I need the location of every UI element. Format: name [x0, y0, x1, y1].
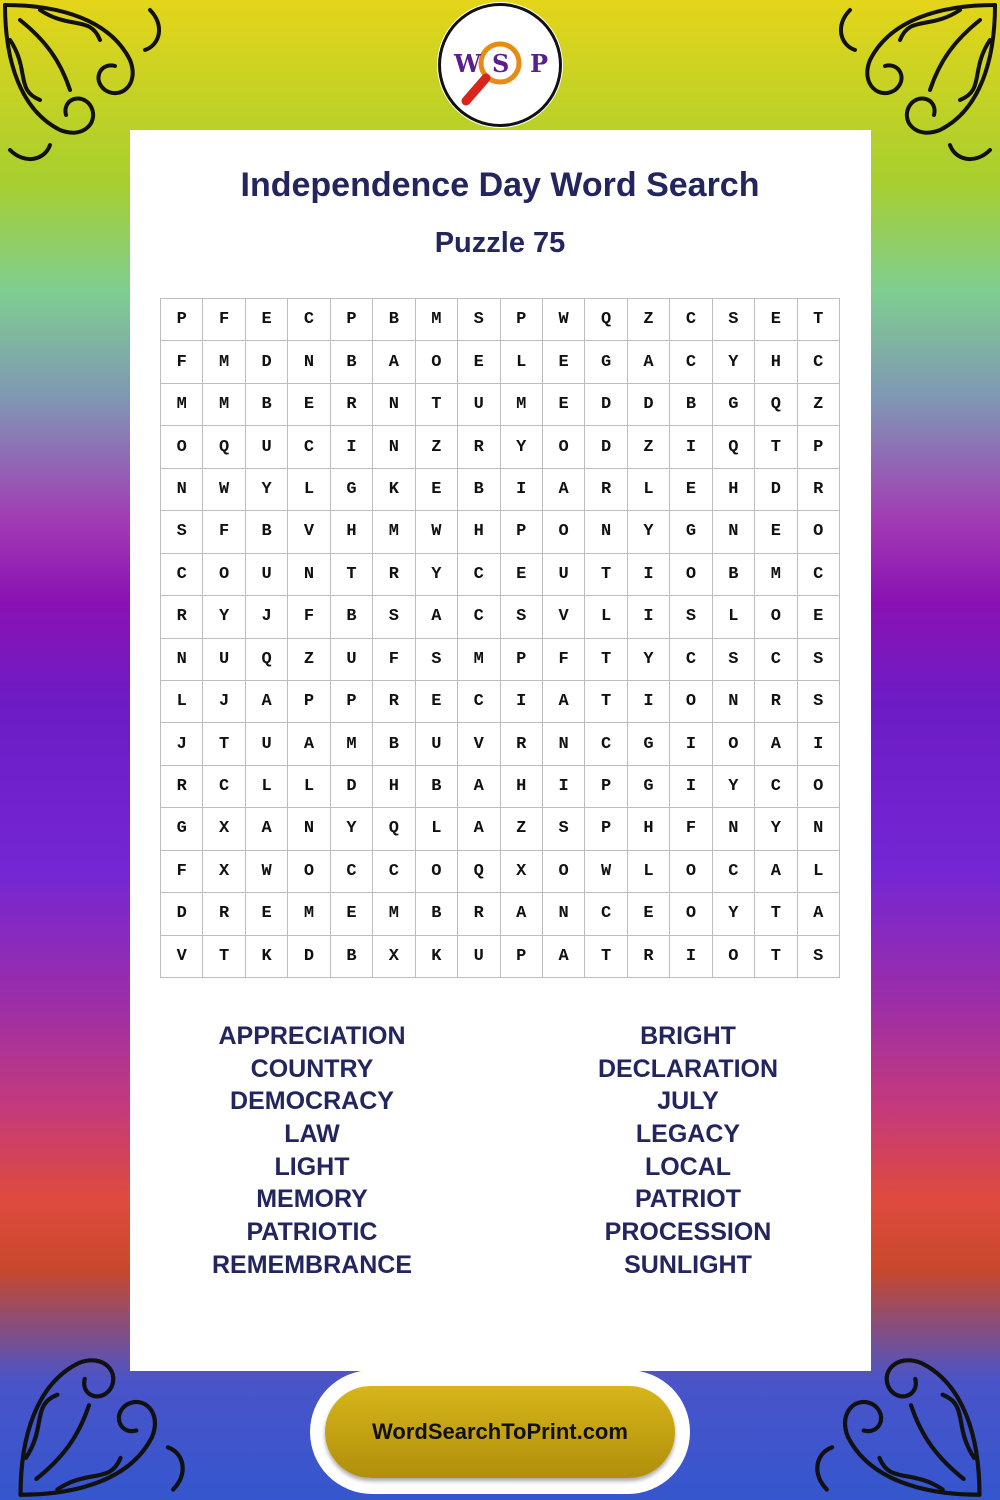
- grid-cell[interactable]: O: [543, 511, 585, 553]
- grid-cell[interactable]: R: [458, 426, 500, 468]
- grid-cell[interactable]: P: [288, 681, 330, 723]
- grid-cell[interactable]: O: [543, 426, 585, 468]
- grid-cell[interactable]: V: [543, 596, 585, 638]
- grid-cell[interactable]: E: [798, 596, 840, 638]
- grid-cell[interactable]: R: [203, 893, 245, 935]
- grid-cell[interactable]: E: [628, 893, 670, 935]
- grid-cell[interactable]: C: [288, 426, 330, 468]
- grid-cell[interactable]: T: [798, 299, 840, 341]
- grid-cell[interactable]: S: [416, 639, 458, 681]
- grid-cell[interactable]: R: [458, 893, 500, 935]
- grid-cell[interactable]: F: [543, 639, 585, 681]
- grid-cell[interactable]: B: [331, 596, 373, 638]
- grid-cell[interactable]: S: [543, 808, 585, 850]
- grid-cell[interactable]: J: [246, 596, 288, 638]
- grid-cell[interactable]: D: [288, 936, 330, 978]
- grid-cell[interactable]: E: [501, 554, 543, 596]
- grid-cell[interactable]: Q: [755, 384, 797, 426]
- grid-cell[interactable]: I: [798, 723, 840, 765]
- grid-cell[interactable]: C: [288, 299, 330, 341]
- grid-cell[interactable]: O: [203, 554, 245, 596]
- grid-cell[interactable]: C: [713, 851, 755, 893]
- grid-cell[interactable]: F: [203, 299, 245, 341]
- grid-cell[interactable]: I: [670, 426, 712, 468]
- word-list-item: LAW: [284, 1120, 340, 1149]
- grid-cell[interactable]: N: [713, 808, 755, 850]
- grid-cell[interactable]: F: [670, 808, 712, 850]
- grid-cell[interactable]: A: [755, 851, 797, 893]
- grid-cell[interactable]: Y: [713, 766, 755, 808]
- grid-cell[interactable]: E: [331, 893, 373, 935]
- grid-cell[interactable]: R: [373, 681, 415, 723]
- grid-cell[interactable]: T: [585, 936, 627, 978]
- grid-cell[interactable]: T: [585, 639, 627, 681]
- grid-cell[interactable]: S: [458, 299, 500, 341]
- grid-cell[interactable]: H: [628, 808, 670, 850]
- grid-cell[interactable]: B: [331, 341, 373, 383]
- grid-cell[interactable]: Z: [628, 426, 670, 468]
- grid-cell[interactable]: B: [416, 766, 458, 808]
- grid-cell[interactable]: U: [246, 723, 288, 765]
- grid-cell[interactable]: H: [331, 511, 373, 553]
- grid-cell[interactable]: A: [458, 766, 500, 808]
- word-list-item: PATRIOTIC: [246, 1218, 378, 1247]
- grid-cell[interactable]: I: [628, 681, 670, 723]
- grid-cell[interactable]: V: [161, 936, 203, 978]
- grid-cell[interactable]: P: [585, 808, 627, 850]
- grid-cell[interactable]: L: [713, 596, 755, 638]
- grid-cell[interactable]: L: [501, 341, 543, 383]
- grid-cell[interactable]: M: [203, 341, 245, 383]
- grid-cell[interactable]: U: [458, 936, 500, 978]
- grid-cell[interactable]: B: [373, 723, 415, 765]
- grid-cell[interactable]: G: [585, 341, 627, 383]
- word-list-item: BRIGHT: [640, 1022, 736, 1050]
- grid-cell[interactable]: A: [458, 808, 500, 850]
- grid-cell[interactable]: W: [246, 851, 288, 893]
- grid-cell[interactable]: A: [543, 936, 585, 978]
- grid-cell[interactable]: N: [161, 469, 203, 511]
- grid-cell[interactable]: G: [670, 511, 712, 553]
- grid-cell[interactable]: E: [416, 681, 458, 723]
- grid-cell[interactable]: E: [416, 469, 458, 511]
- grid-cell[interactable]: D: [246, 341, 288, 383]
- word-list-item: APPRECIATION: [218, 1022, 406, 1050]
- grid-cell[interactable]: Y: [628, 511, 670, 553]
- grid-cell[interactable]: K: [246, 936, 288, 978]
- grid-cell[interactable]: Q: [373, 808, 415, 850]
- grid-cell[interactable]: U: [203, 639, 245, 681]
- grid-cell[interactable]: Y: [628, 639, 670, 681]
- grid-cell[interactable]: W: [416, 511, 458, 553]
- grid-cell[interactable]: R: [585, 469, 627, 511]
- grid-cell[interactable]: Y: [713, 341, 755, 383]
- grid-cell[interactable]: F: [161, 341, 203, 383]
- grid-cell[interactable]: O: [288, 851, 330, 893]
- grid-cell[interactable]: I: [670, 766, 712, 808]
- grid-cell[interactable]: A: [246, 681, 288, 723]
- grid-cell[interactable]: R: [161, 766, 203, 808]
- word-list-item: DEMOCRACY: [230, 1087, 394, 1116]
- grid-cell[interactable]: B: [373, 299, 415, 341]
- grid-cell[interactable]: N: [288, 808, 330, 850]
- grid-cell[interactable]: J: [203, 681, 245, 723]
- word-list-left: [147, 1020, 477, 1282]
- grid-cell[interactable]: R: [161, 596, 203, 638]
- grid-cell[interactable]: H: [713, 469, 755, 511]
- grid-cell[interactable]: I: [670, 936, 712, 978]
- grid-cell[interactable]: T: [755, 936, 797, 978]
- logo-letter-w: W: [454, 49, 481, 78]
- grid-cell[interactable]: U: [416, 723, 458, 765]
- grid-cell[interactable]: E: [543, 341, 585, 383]
- wsp-logo[interactable]: [438, 3, 562, 127]
- puzzle-title: Independence Day Word Search: [240, 166, 760, 204]
- grid-cell[interactable]: X: [501, 851, 543, 893]
- grid-cell[interactable]: C: [670, 299, 712, 341]
- grid-cell[interactable]: A: [501, 893, 543, 935]
- grid-cell[interactable]: B: [331, 936, 373, 978]
- grid-cell[interactable]: M: [373, 511, 415, 553]
- grid-cell[interactable]: O: [416, 851, 458, 893]
- grid-cell[interactable]: O: [161, 426, 203, 468]
- grid-cell[interactable]: L: [161, 681, 203, 723]
- grid-cell[interactable]: N: [585, 511, 627, 553]
- grid-cell[interactable]: W: [585, 851, 627, 893]
- grid-cell[interactable]: Q: [203, 426, 245, 468]
- grid-cell[interactable]: E: [288, 384, 330, 426]
- grid-cell[interactable]: I: [543, 766, 585, 808]
- grid-cell[interactable]: L: [585, 596, 627, 638]
- word-list-item: JULY: [657, 1087, 719, 1116]
- word-list-item: MEMORY: [256, 1185, 368, 1214]
- grid-cell[interactable]: E: [755, 299, 797, 341]
- grid-cell[interactable]: F: [161, 851, 203, 893]
- grid-cell[interactable]: N: [288, 341, 330, 383]
- word-list-item: LIGHT: [274, 1152, 350, 1181]
- grid-cell[interactable]: C: [458, 554, 500, 596]
- word-list-item: PATRIOT: [634, 1185, 741, 1214]
- grid-cell[interactable]: S: [161, 511, 203, 553]
- word-list-item: DECLARATION: [597, 1054, 779, 1083]
- grid-cell[interactable]: X: [373, 936, 415, 978]
- grid-cell[interactable]: P: [501, 299, 543, 341]
- grid-cell[interactable]: M: [288, 893, 330, 935]
- grid-cell[interactable]: A: [543, 469, 585, 511]
- word-list-right: [523, 1020, 853, 1282]
- grid-cell[interactable]: A: [628, 341, 670, 383]
- grid-cell[interactable]: C: [585, 893, 627, 935]
- grid-cell[interactable]: P: [501, 639, 543, 681]
- grid-cell[interactable]: P: [331, 299, 373, 341]
- grid-cell[interactable]: Z: [628, 299, 670, 341]
- grid-cell[interactable]: C: [755, 766, 797, 808]
- grid-cell[interactable]: J: [161, 723, 203, 765]
- grid-cell[interactable]: S: [713, 639, 755, 681]
- grid-cell[interactable]: B: [246, 384, 288, 426]
- grid-cell[interactable]: H: [501, 766, 543, 808]
- grid-cell[interactable]: W: [203, 469, 245, 511]
- grid-cell[interactable]: R: [501, 723, 543, 765]
- grid-cell[interactable]: B: [458, 469, 500, 511]
- grid-cell[interactable]: Y: [713, 893, 755, 935]
- grid-cell[interactable]: I: [501, 469, 543, 511]
- grid-cell[interactable]: Z: [501, 808, 543, 850]
- logo-letter-p: P: [530, 49, 549, 78]
- grid-cell[interactable]: T: [203, 936, 245, 978]
- grid-cell[interactable]: P: [585, 766, 627, 808]
- grid-cell[interactable]: B: [670, 384, 712, 426]
- word-list-item: COUNTRY: [250, 1054, 374, 1083]
- grid-cell[interactable]: M: [458, 639, 500, 681]
- grid-cell[interactable]: B: [246, 511, 288, 553]
- grid-cell[interactable]: M: [161, 384, 203, 426]
- grid-cell[interactable]: Y: [203, 596, 245, 638]
- grid-cell[interactable]: D: [331, 766, 373, 808]
- grid-cell[interactable]: D: [628, 384, 670, 426]
- grid-cell[interactable]: U: [331, 639, 373, 681]
- grid-cell[interactable]: C: [798, 341, 840, 383]
- grid-cell[interactable]: N: [373, 384, 415, 426]
- grid-cell[interactable]: R: [798, 469, 840, 511]
- grid-cell[interactable]: O: [798, 511, 840, 553]
- grid-cell[interactable]: O: [670, 851, 712, 893]
- grid-cell[interactable]: C: [161, 554, 203, 596]
- grid-cell[interactable]: B: [416, 893, 458, 935]
- grid-cell[interactable]: S: [501, 596, 543, 638]
- grid-cell[interactable]: F: [203, 511, 245, 553]
- grid-cell[interactable]: D: [161, 893, 203, 935]
- grid-cell[interactable]: H: [373, 766, 415, 808]
- grid-cell[interactable]: Y: [755, 808, 797, 850]
- grid-cell[interactable]: K: [416, 936, 458, 978]
- grid-cell[interactable]: Y: [331, 808, 373, 850]
- grid-cell[interactable]: I: [628, 554, 670, 596]
- grid-cell[interactable]: B: [713, 554, 755, 596]
- grid-cell[interactable]: G: [161, 808, 203, 850]
- grid-cell[interactable]: W: [543, 299, 585, 341]
- grid-cell[interactable]: H: [755, 341, 797, 383]
- grid-cell[interactable]: L: [246, 766, 288, 808]
- grid-cell[interactable]: G: [331, 469, 373, 511]
- grid-cell[interactable]: Y: [501, 426, 543, 468]
- puzzle-subtitle: Puzzle 75: [434, 227, 566, 259]
- grid-cell[interactable]: R: [373, 554, 415, 596]
- grid-cell[interactable]: T: [203, 723, 245, 765]
- grid-cell[interactable]: A: [246, 808, 288, 850]
- grid-cell[interactable]: C: [670, 639, 712, 681]
- grid-cell[interactable]: E: [246, 299, 288, 341]
- grid-cell[interactable]: I: [670, 723, 712, 765]
- word-list-item: SUNLIGHT: [624, 1250, 752, 1279]
- grid-cell[interactable]: M: [373, 893, 415, 935]
- grid-cell[interactable]: T: [585, 681, 627, 723]
- grid-cell[interactable]: Z: [798, 384, 840, 426]
- grid-cell[interactable]: N: [373, 426, 415, 468]
- grid-cell[interactable]: T: [755, 893, 797, 935]
- grid-cell[interactable]: E: [458, 341, 500, 383]
- grid-cell[interactable]: D: [585, 384, 627, 426]
- grid-cell[interactable]: T: [585, 554, 627, 596]
- word-list-item: LOCAL: [644, 1152, 732, 1181]
- grid-cell[interactable]: A: [288, 723, 330, 765]
- grid-cell[interactable]: M: [416, 299, 458, 341]
- grid-cell[interactable]: F: [373, 639, 415, 681]
- grid-cell[interactable]: E: [670, 469, 712, 511]
- grid-cell[interactable]: V: [288, 511, 330, 553]
- grid-cell[interactable]: L: [288, 469, 330, 511]
- grid-cell[interactable]: X: [203, 851, 245, 893]
- grid-cell[interactable]: O: [713, 936, 755, 978]
- grid-cell[interactable]: N: [713, 681, 755, 723]
- grid-cell[interactable]: M: [331, 723, 373, 765]
- grid-cell[interactable]: F: [288, 596, 330, 638]
- grid-cell[interactable]: N: [543, 893, 585, 935]
- grid-cell[interactable]: G: [713, 384, 755, 426]
- grid-cell[interactable]: E: [755, 511, 797, 553]
- grid-cell[interactable]: P: [501, 511, 543, 553]
- grid-cell[interactable]: L: [416, 808, 458, 850]
- grid-cell[interactable]: R: [755, 681, 797, 723]
- grid-cell[interactable]: L: [628, 851, 670, 893]
- grid-cell[interactable]: S: [798, 681, 840, 723]
- grid-cell[interactable]: Q: [458, 851, 500, 893]
- word-list-item: LEGACY: [635, 1120, 741, 1149]
- grid-cell[interactable]: I: [331, 426, 373, 468]
- grid-cell[interactable]: P: [331, 681, 373, 723]
- grid-cell[interactable]: D: [585, 426, 627, 468]
- grid-cell[interactable]: C: [458, 596, 500, 638]
- grid-cell[interactable]: O: [670, 893, 712, 935]
- grid-cell[interactable]: A: [416, 596, 458, 638]
- website-link-button[interactable]: WordSearchToPrint.com: [325, 1386, 675, 1478]
- grid-cell[interactable]: P: [798, 426, 840, 468]
- grid-cell[interactable]: S: [713, 299, 755, 341]
- grid-cell[interactable]: R: [331, 384, 373, 426]
- grid-cell[interactable]: S: [798, 936, 840, 978]
- grid-cell[interactable]: P: [161, 299, 203, 341]
- logo-letter-s: S: [492, 49, 510, 78]
- grid-cell[interactable]: H: [458, 511, 500, 553]
- grid-cell[interactable]: T: [331, 554, 373, 596]
- grid-cell[interactable]: C: [373, 851, 415, 893]
- grid-cell[interactable]: N: [713, 511, 755, 553]
- grid-cell[interactable]: S: [798, 639, 840, 681]
- grid-cell[interactable]: N: [543, 723, 585, 765]
- grid-cell[interactable]: M: [501, 384, 543, 426]
- grid-cell[interactable]: O: [416, 341, 458, 383]
- grid-cell[interactable]: C: [798, 554, 840, 596]
- grid-cell[interactable]: G: [628, 766, 670, 808]
- grid-cell[interactable]: A: [755, 723, 797, 765]
- grid-cell[interactable]: Y: [416, 554, 458, 596]
- grid-cell[interactable]: Q: [713, 426, 755, 468]
- grid-cell[interactable]: A: [373, 341, 415, 383]
- grid-cell[interactable]: M: [755, 554, 797, 596]
- grid-cell[interactable]: C: [755, 639, 797, 681]
- grid-cell[interactable]: L: [798, 851, 840, 893]
- word-list-item: PROCESSION: [604, 1218, 772, 1247]
- grid-cell[interactable]: N: [161, 639, 203, 681]
- grid-cell[interactable]: Q: [585, 299, 627, 341]
- word-list-item: REMEMBRANCE: [212, 1250, 412, 1279]
- grid-cell[interactable]: N: [288, 554, 330, 596]
- grid-cell[interactable]: Z: [416, 426, 458, 468]
- grid-cell[interactable]: Q: [246, 639, 288, 681]
- grid-cell[interactable]: R: [628, 936, 670, 978]
- grid-cell[interactable]: E: [543, 384, 585, 426]
- grid-cell[interactable]: C: [203, 766, 245, 808]
- grid-cell[interactable]: U: [246, 426, 288, 468]
- grid-cell[interactable]: T: [755, 426, 797, 468]
- grid-cell[interactable]: K: [373, 469, 415, 511]
- grid-cell[interactable]: I: [501, 681, 543, 723]
- grid-cell[interactable]: X: [203, 808, 245, 850]
- letter-grid: [160, 298, 840, 978]
- grid-cell[interactable]: C: [458, 681, 500, 723]
- grid-cell[interactable]: D: [755, 469, 797, 511]
- grid-cell[interactable]: A: [543, 681, 585, 723]
- grid-cell[interactable]: V: [458, 723, 500, 765]
- grid-cell[interactable]: O: [713, 723, 755, 765]
- grid-cell[interactable]: O: [670, 681, 712, 723]
- grid-cell[interactable]: S: [373, 596, 415, 638]
- grid-cell[interactable]: O: [755, 596, 797, 638]
- grid-cell[interactable]: G: [628, 723, 670, 765]
- grid-cell[interactable]: O: [670, 554, 712, 596]
- grid-cell[interactable]: M: [203, 384, 245, 426]
- grid-cell[interactable]: C: [670, 341, 712, 383]
- grid-cell[interactable]: Z: [288, 639, 330, 681]
- grid-cell[interactable]: O: [543, 851, 585, 893]
- grid-cell[interactable]: I: [628, 596, 670, 638]
- grid-cell[interactable]: U: [543, 554, 585, 596]
- grid-cell[interactable]: L: [288, 766, 330, 808]
- grid-cell[interactable]: Y: [246, 469, 288, 511]
- grid-cell[interactable]: C: [331, 851, 373, 893]
- grid-cell[interactable]: U: [246, 554, 288, 596]
- grid-cell[interactable]: S: [670, 596, 712, 638]
- grid-cell[interactable]: U: [458, 384, 500, 426]
- grid-cell[interactable]: C: [585, 723, 627, 765]
- grid-cell[interactable]: N: [798, 808, 840, 850]
- grid-cell[interactable]: E: [246, 893, 288, 935]
- grid-cell[interactable]: T: [416, 384, 458, 426]
- grid-cell[interactable]: A: [798, 893, 840, 935]
- grid-cell[interactable]: P: [501, 936, 543, 978]
- grid-cell[interactable]: O: [798, 766, 840, 808]
- grid-cell[interactable]: L: [628, 469, 670, 511]
